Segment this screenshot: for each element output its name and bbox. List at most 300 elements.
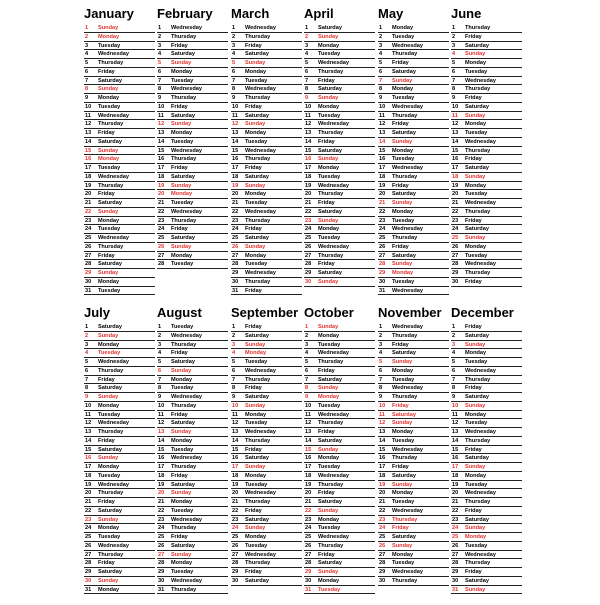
day-row [231,173,302,182]
day-row [84,376,155,385]
day-number: 13 [158,429,165,435]
day-number: 31 [379,287,386,294]
weekday-name: Friday [245,42,262,49]
weekday-name: Monday [465,534,487,540]
day-number: 26 [305,243,312,250]
day-number: 10 [452,103,459,110]
weekday-name: Friday [465,33,482,40]
day-row [231,24,302,33]
day-number: 22 [305,208,312,215]
weekday-name: Monday [98,464,120,470]
day-row [378,507,449,516]
day-number: 22 [379,208,386,215]
day-number: 8 [452,86,456,93]
day-row [84,349,155,358]
day-row [451,384,522,393]
weekday-name: Wednesday [245,490,276,497]
weekday-name: Saturday [465,455,489,462]
day-number: 20 [452,191,459,198]
weekday-name: Wednesday [171,147,202,154]
weekday-name: Wednesday [392,507,423,514]
day-number: 15 [452,147,459,154]
day-row [451,472,522,481]
day-number: 6 [379,367,383,374]
weekday-name: Thursday [171,464,197,470]
weekday-name: Monday [245,534,267,540]
weekday-name: Saturday [98,200,122,206]
day-row [84,77,155,86]
day-row [378,454,449,463]
day-row [84,323,155,332]
day-row [304,358,375,367]
weekday-name: Friday [465,95,482,101]
weekday-name: Thursday [171,156,197,163]
day-number: 24 [85,525,92,532]
weekday-name: Tuesday [392,217,415,224]
day-row [378,94,449,103]
day-number: 14 [305,437,312,444]
day-row [84,138,155,147]
day-row [304,42,375,51]
day-row [378,524,449,533]
day-row [451,341,522,350]
day-row [378,138,449,147]
day-number: 19 [158,182,165,189]
day-row [378,103,449,112]
weekday-name: Tuesday [171,569,194,575]
weekday-name: Monday [98,156,120,163]
day-number: 15 [452,446,459,453]
day-number: 24 [305,226,312,233]
day-number: 19 [305,182,312,189]
weekday-name: Wednesday [171,455,202,462]
day-number: 18 [232,173,239,180]
day-number: 5 [85,60,89,66]
day-row [451,516,522,525]
day-number: 16 [305,156,312,163]
day-number: 10 [305,402,312,409]
day-number: 16 [232,156,239,163]
day-row [84,252,155,261]
weekday-name: Monday [245,350,267,357]
day-row [84,516,155,525]
day-number: 23 [158,217,165,224]
day-row [231,341,302,350]
day-row [304,498,375,507]
weekday-name: Sunday [171,60,192,66]
day-number: 26 [232,542,239,549]
weekday-name: Thursday [98,551,124,558]
day-row [304,489,375,498]
day-number: 17 [452,464,459,470]
weekday-name: Sunday [392,359,413,365]
day-row [378,24,449,33]
weekday-name: Monday [171,252,193,259]
day-number: 1 [85,25,89,31]
day-row [451,225,522,234]
day-row [378,112,449,121]
weekday-name: Sunday [318,446,339,453]
day-row [157,208,228,217]
day-row [378,498,449,507]
day-number: 18 [305,173,312,180]
day-number: 18 [305,472,312,479]
weekday-name: Monday [318,226,340,233]
day-row [231,217,302,226]
day-row [157,199,228,208]
weekday-name: Wednesday [392,287,423,294]
day-row [451,419,522,428]
day-row [378,287,449,296]
day-row [451,507,522,516]
month-title: September [231,305,299,320]
day-row [378,217,449,226]
day-number: 5 [85,359,89,365]
weekday-name: Thursday [171,217,197,224]
day-row [451,454,522,463]
day-row [304,551,375,560]
day-number: 7 [158,376,162,383]
day-row [84,498,155,507]
day-number: 30 [85,278,92,285]
day-number: 25 [379,235,386,241]
weekday-name: Wednesday [465,138,496,145]
weekday-name: Monday [392,551,414,558]
day-number: 24 [452,226,459,233]
day-row [157,59,228,68]
day-row [378,269,449,278]
day-number: 12 [452,420,459,427]
weekday-name: Tuesday [171,261,194,268]
day-row [304,332,375,341]
day-number: 7 [85,77,89,84]
weekday-name: Monday [318,42,340,49]
day-number: 28 [379,261,386,268]
day-number: 13 [305,429,312,435]
day-row [304,225,375,234]
day-number: 22 [85,208,92,215]
day-number: 13 [452,429,459,435]
day-number: 24 [85,226,92,233]
day-row [378,489,449,498]
day-number: 30 [305,278,312,285]
weekday-name: Sunday [98,516,119,523]
day-number: 18 [158,472,165,479]
weekday-name: Wednesday [465,429,496,435]
day-number: 23 [232,217,239,224]
day-number: 4 [158,350,162,357]
day-number: 14 [232,437,239,444]
weekday-name: Thursday [245,278,271,285]
day-number: 2 [232,332,236,339]
day-row [84,559,155,568]
day-row [451,568,522,577]
day-number: 27 [379,551,386,558]
weekday-name: Saturday [98,261,122,268]
day-number: 10 [452,402,459,409]
day-number: 9 [379,394,383,400]
day-number: 24 [232,226,239,233]
day-number: 28 [452,560,459,567]
weekday-name: Friday [318,490,335,497]
weekday-name: Friday [245,569,262,575]
day-number: 12 [379,121,386,128]
day-row [304,516,375,525]
weekday-name: Monday [392,270,414,276]
day-row [231,454,302,463]
day-number: 25 [305,235,312,241]
day-number: 7 [379,376,383,383]
day-number: 11 [232,112,238,119]
day-row [231,85,302,94]
weekday-name: Sunday [171,367,192,374]
day-row [231,367,302,376]
day-number: 21 [452,200,459,206]
weekday-name: Wednesday [465,261,496,268]
day-row [84,586,155,595]
month-title: October [304,305,354,320]
day-number: 8 [452,385,456,392]
day-number: 16 [452,455,459,462]
day-row [304,402,375,411]
day-row [157,332,228,341]
day-row [84,129,155,138]
day-number: 6 [305,367,309,374]
day-number: 29 [85,270,92,276]
day-row [231,59,302,68]
day-number: 26 [305,542,312,549]
weekday-name: Wednesday [465,490,496,497]
weekday-name: Friday [318,77,335,84]
day-row [84,446,155,455]
weekday-name: Monday [392,25,414,31]
day-row [451,463,522,472]
weekday-name: Saturday [392,130,416,136]
day-number: 30 [85,577,92,584]
day-row [304,454,375,463]
day-number: 29 [305,270,312,276]
day-row [378,190,449,199]
day-number: 21 [232,200,239,206]
day-number: 22 [232,507,239,514]
weekday-name: Saturday [245,235,269,241]
day-row [157,190,228,199]
day-row [84,260,155,269]
weekday-name: Sunday [98,270,119,276]
day-row [84,287,155,296]
weekday-name: Tuesday [245,138,268,145]
day-number: 27 [232,252,239,259]
weekday-name: Tuesday [245,420,268,427]
day-number: 15 [158,446,165,453]
day-row [157,489,228,498]
weekday-name: Monday [98,33,120,40]
day-row [84,269,155,278]
day-row [84,341,155,350]
day-row [157,120,228,129]
weekday-name: Thursday [98,121,124,128]
weekday-name: Sunday [171,121,192,128]
weekday-name: Tuesday [392,278,415,285]
day-number: 26 [379,243,386,250]
weekday-name: Saturday [245,516,269,523]
weekday-name: Sunday [392,481,413,488]
day-row [84,155,155,164]
weekday-name: Sunday [318,217,339,224]
day-number: 31 [232,287,239,294]
day-number: 13 [305,130,312,136]
weekday-name: Sunday [392,200,413,206]
day-number: 17 [232,165,239,171]
day-number: 29 [379,569,386,575]
weekday-name: Monday [171,130,193,136]
day-row [451,182,522,191]
day-number: 8 [158,385,162,392]
day-row [84,94,155,103]
day-number: 13 [85,429,92,435]
weekday-name: Sunday [318,156,339,163]
weekday-name: Monday [392,490,414,497]
weekday-name: Wednesday [245,429,276,435]
weekday-name: Monday [318,516,340,523]
weekday-name: Wednesday [245,86,276,93]
day-number: 8 [158,86,162,93]
weekday-name: Thursday [465,270,491,276]
day-row [157,243,228,252]
day-row [157,533,228,542]
day-number: 2 [452,332,456,339]
day-number: 11 [379,411,385,418]
weekday-name: Sunday [318,569,339,575]
weekday-name: Friday [245,165,262,171]
weekday-name: Thursday [171,341,197,348]
weekday-name: Sunday [465,51,486,58]
day-row [84,182,155,191]
weekday-name: Sunday [98,577,119,584]
weekday-name: Thursday [318,252,344,259]
day-number: 16 [452,156,459,163]
weekday-name: Tuesday [171,77,194,84]
day-row [84,243,155,252]
day-number: 5 [452,60,456,66]
day-number: 18 [452,173,459,180]
day-row [451,278,522,287]
weekday-name: Sunday [465,173,486,180]
weekday-name: Friday [171,350,188,357]
day-number: 29 [452,270,459,276]
day-number: 20 [85,191,92,198]
weekday-name: Wednesday [392,226,423,233]
weekday-name: Tuesday [318,341,341,348]
day-row [231,138,302,147]
day-row [84,147,155,156]
day-row [157,568,228,577]
weekday-name: Saturday [318,376,342,383]
day-list [231,24,302,295]
day-number: 5 [232,359,236,365]
weekday-name: Sunday [392,542,413,549]
weekday-name: Friday [392,464,409,470]
day-number: 24 [305,525,312,532]
weekday-name: Thursday [465,376,491,383]
weekday-name: Friday [392,525,409,532]
day-row [84,33,155,42]
day-number: 26 [452,542,459,549]
day-number: 9 [379,95,383,101]
weekday-name: Sunday [245,341,266,348]
day-list [451,323,522,594]
day-number: 11 [305,112,311,119]
weekday-name: Friday [245,226,262,233]
weekday-name: Friday [98,191,115,198]
weekday-name: Thursday [465,25,491,31]
weekday-name: Friday [392,341,409,348]
weekday-name: Thursday [465,147,491,154]
day-number: 8 [305,86,309,93]
day-number: 3 [158,341,162,348]
day-number: 25 [305,534,312,540]
day-number: 27 [158,252,165,259]
weekday-name: Wednesday [171,86,202,93]
weekday-name: Monday [98,278,120,285]
month-title: June [451,6,482,21]
weekday-name: Thursday [245,560,271,567]
day-number: 19 [232,481,239,488]
weekday-name: Friday [171,534,188,540]
day-row [451,260,522,269]
weekday-name: Saturday [392,350,416,357]
day-number: 7 [379,77,383,84]
weekday-name: Wednesday [171,516,202,523]
day-row [451,393,522,402]
day-row [304,164,375,173]
day-row [378,472,449,481]
day-row [378,33,449,42]
weekday-name: Friday [392,121,409,128]
day-row [451,94,522,103]
day-row [451,190,522,199]
day-row [451,481,522,490]
weekday-name: Friday [98,68,115,75]
day-row [304,349,375,358]
day-row [304,524,375,533]
day-row [378,129,449,138]
day-number: 10 [232,402,239,409]
day-row [451,59,522,68]
weekday-name: Saturday [171,359,195,365]
weekday-name: Saturday [318,499,342,505]
day-row [304,252,375,261]
weekday-name: Saturday [171,51,195,58]
day-number: 27 [452,551,459,558]
weekday-name: Thursday [318,481,344,488]
day-row [451,120,522,129]
day-number: 29 [305,569,312,575]
day-number: 12 [85,121,92,128]
day-number: 30 [379,577,386,584]
day-number: 7 [158,77,162,84]
day-row [378,59,449,68]
day-row [231,384,302,393]
day-number: 26 [379,542,386,549]
day-number: 13 [232,429,239,435]
weekday-name: Saturday [318,147,342,154]
day-number: 16 [85,455,92,462]
month-title: March [231,6,270,21]
day-number: 10 [379,103,386,110]
day-row [157,472,228,481]
day-number: 19 [232,182,239,189]
